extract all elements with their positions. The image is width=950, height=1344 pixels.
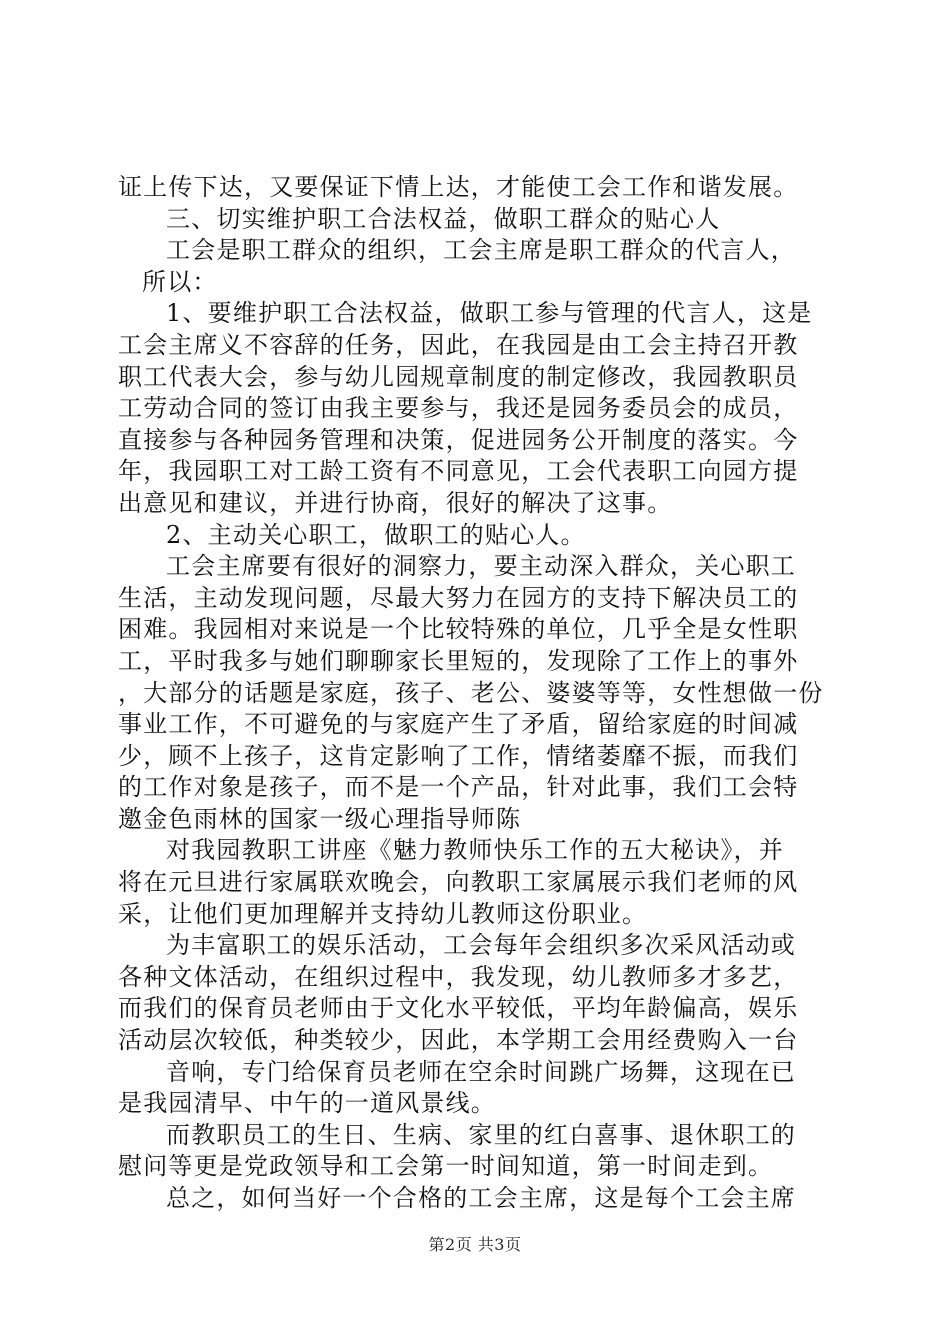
text-line: 为丰富职工的娱乐活动，工会每年会组织多次采风活动或	[166, 931, 796, 960]
text-line: 慰问等更是党政领导和工会第一时间知道，第一时间走到。	[118, 1152, 774, 1181]
page-number-footer: 第2页 共3页	[428, 1235, 522, 1254]
text-line: 各种文体活动，在组织过程中，我发现，幼儿教师多才多艺，	[118, 962, 799, 991]
text-line: 少，顾不上孩子，这肯定影响了工作，情绪萎靡不振，而我们	[118, 741, 799, 770]
text-line: 将在元旦进行家属联欢晚会，向教职工家属展示我们老师的风	[118, 868, 799, 897]
document-body	[118, 172, 838, 1215]
text-line: 事业工作，不可避免的与家庭产生了矛盾，留给家庭的时间减	[118, 710, 799, 739]
text-line: 职工代表大会，参与幼儿园规章制度的制定修改，我园教职员	[118, 362, 799, 391]
text-line: 出意见和建议，并进行协商，很好的解决了这事。	[118, 488, 673, 517]
text-line: 的工作对象是孩子，而不是一个产品，针对此事，我们工会特	[118, 773, 799, 802]
text-line: 而我们的保育员老师由于文化水平较低，平均年龄偏高，娱乐	[118, 994, 799, 1023]
text-line: 1、要维护职工合法权益，做职工参与管理的代言人，这是	[166, 299, 813, 328]
text-line: ，大部分的话题是家庭，孩子、老公、婆婆等等，女性想做一份	[118, 678, 824, 707]
text-line: 工会主席要有很好的洞察力，要主动深入群众，关心职工	[166, 552, 796, 581]
text-line: 工劳动合同的签订由我主要参与，我还是园务委员会的成员，	[118, 394, 799, 423]
text-line: 活动层次较低，种类较少，因此，本学期工会用经费购入一台	[118, 1026, 799, 1055]
text-line: 邀金色雨林的国家一级心理指导师陈	[118, 804, 522, 833]
text-line: 音响，专门给保育员老师在空余时间跳广场舞，这现在已	[166, 1057, 796, 1086]
text-line: 2、主动关心职工，做职工的贴心人。	[166, 520, 586, 549]
text-line: 是我园清早、中午的一道风景线。	[118, 1089, 496, 1118]
text-line: 工会是职工群众的组织，工会主席是职工群众的代言人，	[166, 236, 796, 265]
text-line: 生活，主动发现问题，尽最大努力在园方的支持下解决员工的	[118, 583, 799, 612]
text-line: 总之，如何当好一个合格的工会主席，这是每个工会主席	[166, 1184, 796, 1212]
text-line: 困难。我园相对来说是一个比较特殊的单位，几乎全是女性职	[118, 615, 799, 644]
text-line: 采，让他们更加理解并支持幼儿教师这份职业。	[118, 899, 648, 928]
text-line: 年，我园职工对工龄工资有不同意见，工会代表职工向园方提	[118, 457, 799, 486]
text-line: 对我园教职工讲座《魅力教师快乐工作的五大秘诀》，并	[166, 836, 784, 865]
text-line: 而教职员工的生日、生病、家里的红白喜事、退休职工的	[166, 1120, 796, 1149]
text-line: 三、切实维护职工合法权益，做职工群众的贴心人	[166, 204, 721, 233]
text-line: 所以：	[142, 267, 218, 296]
text-line: 工，平时我多与她们聊聊家长里短的，发现除了工作上的事外	[118, 646, 799, 675]
text-line: 工会主席义不容辞的任务，因此，在我园是由工会主持召开教	[118, 330, 799, 359]
text-line: 证上传下达，又要保证下情上达，才能使工会工作和谐发展。	[118, 173, 799, 201]
text-line: 直接参与各种园务管理和决策，促进园务公开制度的落实。今	[118, 425, 799, 454]
